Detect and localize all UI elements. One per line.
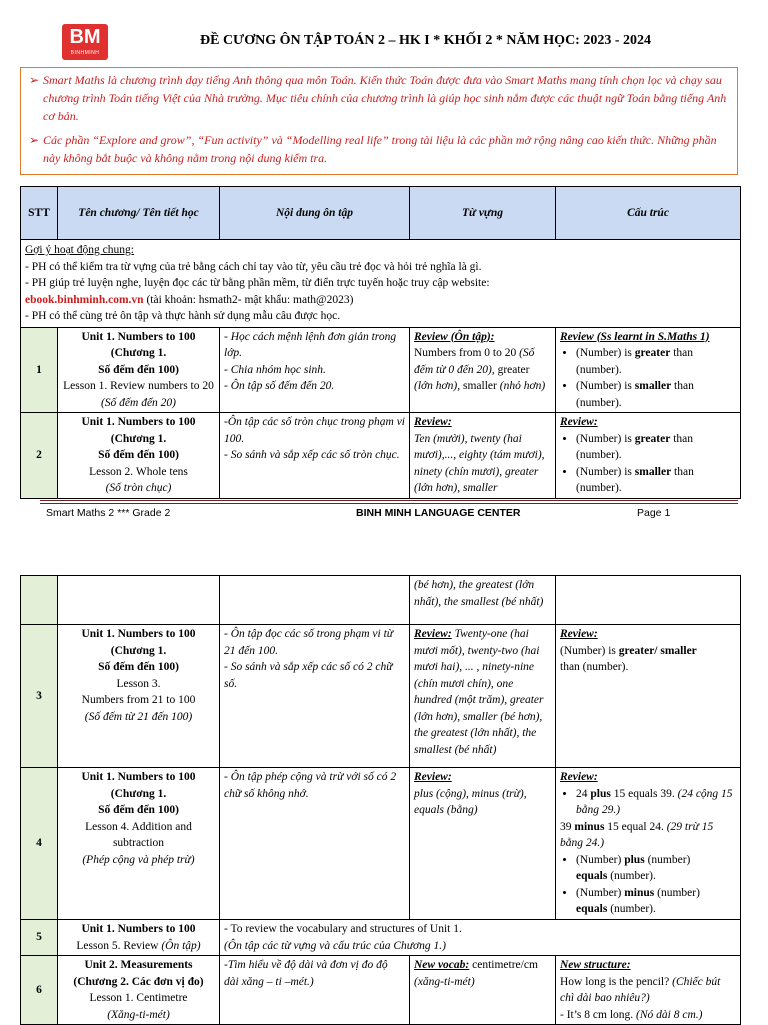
- general-activities-row: [21, 240, 741, 328]
- row-number: 6: [21, 956, 58, 1025]
- table-row: [21, 576, 741, 625]
- content-cell: -Tìm hiểu về độ dài và đơn vị đo độ dài xăng – ti –mét.): [220, 956, 410, 1025]
- content-cell: - Ôn tập phép cộng và trừ với số có 2 chữ số không nhớ.: [220, 768, 410, 920]
- structure-cell: [556, 576, 741, 625]
- col-header-structure: Cấu trúc: [556, 187, 741, 240]
- table-row: [21, 768, 741, 920]
- row-number: 2: [21, 413, 58, 499]
- row-number: 1: [21, 327, 58, 413]
- logo-subtext: BINHMINH: [70, 50, 100, 56]
- general-line: - PH giúp trẻ luyện nghe, luyện đọc các từ bằng phần mềm, từ điển trực tuyến hoặc truy cập website:: [25, 277, 490, 289]
- vocab-cell: Review (Ôn tập): Numbers from 0 to 20 (Số đếm từ 0 đến 20), greater (lớn hơn), smaller (nhỏ hơn): [410, 327, 556, 413]
- footer-left: Smart Maths 2 *** Grade 2: [46, 507, 171, 519]
- chapter-cell: Unit 1. Numbers to 100 (Chương 1. Số đếm đến 100) Lesson 2. Whole tens (Số tròn chục): [58, 413, 220, 499]
- content-cell: - Học cách mệnh lệnh đơn giản trong lớp. - Chia nhóm học sinh. - Ôn tập số đếm đến 20.: [220, 327, 410, 413]
- content-cell: - To review the vocabulary and structures of Unit 1. (Ôn tập các từ vựng và cấu trúc của Chương 1.): [220, 920, 741, 956]
- vocab-cell: New vocab: centimetre/cm (xăng-ti-mét): [410, 956, 556, 1025]
- table-row: [21, 413, 741, 499]
- content-cell: -Ôn tập các số tròn chục trong phạm vi 100. - So sánh và sắp xếp các số tròn chục.: [220, 413, 410, 499]
- website-link[interactable]: ebook.binhminh.com.vn: [25, 293, 144, 306]
- table-row: [21, 920, 741, 956]
- content-cell: - Ôn tập đọc các số trong phạm vi từ 21 đến 100. - So sánh và sắp xếp các số có 2 chữ số.: [220, 625, 410, 768]
- review-table-continued: [20, 575, 741, 1025]
- footer-center: BINH MINH LANGUAGE CENTER: [356, 507, 521, 519]
- col-header-content: Nội dung ôn tập: [220, 187, 410, 240]
- vocab-cell: Review: Ten (mười), twenty (hai mươi),..., eighty (tám mươi), ninety (chín mươi), greater (lớn hơn), smaller: [410, 413, 556, 499]
- chapter-cell: [58, 576, 220, 625]
- row-number: 4: [21, 768, 58, 920]
- footer-page: Page 1: [637, 507, 671, 519]
- vocab-cell: Review: Twenty-one (hai mươi mốt), twenty-two (hai mươi hai), ... , ninety-nine (chín mươi chín), one hundred (một trăm), greater (lớn hơn), smaller (bé hơn), the greatest (lớn nhất), the smallest (bé nhất): [410, 625, 556, 768]
- logo: [62, 24, 108, 60]
- footer-rule: [40, 503, 738, 504]
- content-cell: [220, 576, 410, 625]
- structure-cell: New structure: How long is the pencil? (Chiếc bút chì dài bao nhiêu?) - It’s 8 cm long. (Nó dài 8 cm.): [556, 956, 741, 1025]
- general-line: - PH có thể cùng trẻ ôn tập và thực hành sử dụng mẫu câu được học.: [25, 310, 341, 322]
- structure-cell: Review: • (Number) is greater than (number). • (Number) is smaller than (number).: [556, 413, 741, 499]
- notice-box: [20, 67, 738, 175]
- table-row: [21, 625, 741, 768]
- chapter-cell: Unit 1. Numbers to 100 (Chương 1. Số đếm đến 100) Lesson 4. Addition and subtraction (Phép cộng và phép trừ): [58, 768, 220, 920]
- col-header-vocab: Từ vựng: [410, 187, 556, 240]
- table-header-row: [21, 187, 741, 240]
- structure-cell: Review: (Number) is greater/ smaller than (number).: [556, 625, 741, 768]
- table-row: [21, 327, 741, 413]
- row-number: 3: [21, 625, 58, 768]
- col-header-stt: STT: [21, 187, 58, 240]
- chapter-cell: Unit 1. Numbers to 100 (Chương 1. Số đếm đến 100) Lesson 3. Numbers from 21 to 100 (Số đếm từ 21 đến 100): [58, 625, 220, 768]
- row-number: [21, 576, 58, 625]
- general-activities: [21, 240, 741, 328]
- structure-cell: Review: • 24 plus 15 equals 39. (24 cộng 15 bằng 29.) 39 minus 15 equal 24. (29 trừ 15 bằng 24.) • (Number) plus (number) equals (number). • (Number) minus (number) equals (number).: [556, 768, 741, 920]
- chapter-cell: Unit 1. Numbers to 100 (Chương 1. Số đếm đến 100) Lesson 1. Review numbers to 20 (Số đếm đến 20): [58, 327, 220, 413]
- structure-cell: Review (Ss learnt in S.Maths 1) • (Number) is greater than (number). • (Number) is smaller than (number).: [556, 327, 741, 413]
- general-line: - PH có thể kiểm tra từ vựng của trẻ bằng cách chỉ tay vào từ, yêu cầu trẻ đọc và hỏi trẻ nghĩa là gì.: [25, 260, 482, 273]
- col-header-chapter: Tên chương/ Tên tiết học: [58, 187, 220, 240]
- footer-rule: [40, 500, 738, 501]
- general-heading: Gợi ý hoạt động chung:: [25, 244, 134, 256]
- table-row: [21, 956, 741, 1025]
- review-table: [20, 186, 741, 499]
- document-title: ĐỀ CƯƠNG ÔN TẬP TOÁN 2 – HK I * KHỐI 2 * NĂM HỌC: 2023 - 2024: [200, 33, 652, 48]
- page-footer: [0, 500, 768, 528]
- vocab-cell: Review: plus (cộng), minus (trừ), equals (bằng): [410, 768, 556, 920]
- row-number: 5: [21, 920, 58, 956]
- vocab-cell: (bé hơn), the greatest (lớn nhất), the smallest (bé nhất): [410, 576, 556, 625]
- notice-item: ➢ Các phần “Explore and grow”, “Fun activity” và “Modelling real life” trong tài liệu là các phần mở rộng nâng cao kiến thức. Những phần này không bắt buộc và không nằm trong nội dung kiểm tra.: [29, 133, 717, 165]
- account-info: (tài khoản: hsmath2- mật khẩu: math@2023): [143, 293, 354, 306]
- notice-item: ➢ Smart Maths là chương trình dạy tiếng Anh thông qua môn Toán. Kiến thức Toán được đưa vào Smart Maths mang tính chọn lọc và chạy sau chương trình Toán tiếng Việt của Nhà trường. Mục tiêu chính của chương trình là giúp học sinh nắm được các thuật ngữ Toán bằng tiếng Anh cơ bản.: [29, 73, 727, 123]
- chapter-cell: Unit 1. Numbers to 100 Lesson 5. Review (Ôn tập): [58, 920, 220, 956]
- general-line: [25, 292, 736, 309]
- arrow-bullet-icon: ➢: [29, 133, 40, 147]
- logo-glyph: BM: [69, 26, 101, 48]
- chapter-cell: Unit 2. Measurements (Chương 2. Các đơn vị đo) Lesson 1. Centimetre (Xăng-ti-mét): [58, 956, 220, 1025]
- arrow-bullet-icon: ➢: [29, 73, 40, 87]
